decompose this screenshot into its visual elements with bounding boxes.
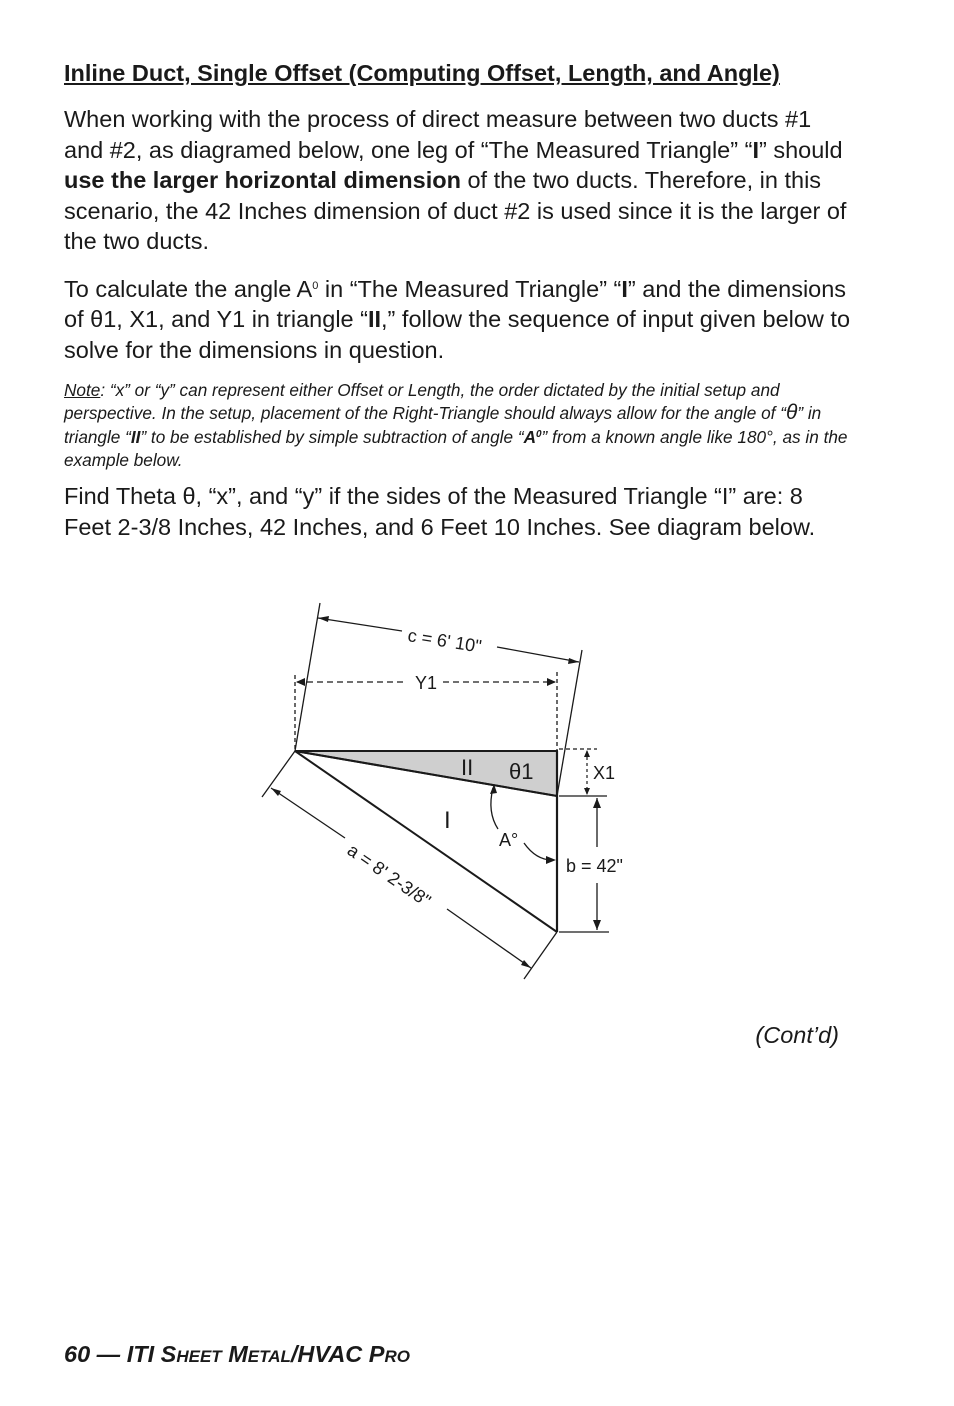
note-label: Note [64, 380, 101, 400]
x1-arrow-bottom [584, 788, 590, 795]
a-dimension-line-left [271, 788, 345, 838]
footer-mid: /HVAC P [290, 1341, 385, 1367]
intro-text-2: ” should [758, 136, 843, 163]
x1-dimension-label: X1 [593, 763, 616, 783]
b-dimension-label: b = 42" [566, 856, 623, 876]
footer-smallcaps-1: HEET [176, 1347, 222, 1366]
triangle-ii-label: II [461, 755, 474, 780]
footer-smallcaps-3: RO [384, 1347, 410, 1366]
note-superscript: 0 [535, 429, 542, 440]
section-heading: Inline Duct, Single Offset (Computing Offset, Length, and Angle) [64, 60, 780, 86]
a-arrow-left [271, 788, 281, 796]
angle-pointer-right-arrow [546, 856, 556, 864]
angle-superscript: 0 [312, 279, 319, 292]
c-dimension-label: c = 6' 10" [406, 625, 483, 657]
y1-dimension-label: Y1 [415, 673, 438, 693]
x1-arrow-top [584, 750, 590, 757]
a-dimension-label: a = 8' 2-3/8" [343, 839, 435, 911]
angle-text-3: ” and the dimensions of θ1, X1, and Y1 in triangle “ [64, 275, 847, 332]
note-text-2: ” in triangle “ [64, 402, 822, 447]
angle-bold-triangle-2: II [367, 306, 382, 332]
footer-smallcaps-2: ETAL [247, 1347, 291, 1366]
c-extension-left [295, 603, 320, 751]
footer-prefix: 60 — ITI S [64, 1341, 177, 1367]
a-extension-left [262, 751, 295, 797]
c-arrow-left [318, 616, 329, 622]
y1-arrow-right [547, 678, 556, 686]
intro-text-1: When working with the process of direct measure between two ducts #1 and #2, as diagramed below, one leg of “The Measured Triangle” “ [64, 106, 812, 163]
theta-label: θ1 [509, 759, 534, 784]
angle-text-1: To calculate the angle A [64, 275, 313, 302]
c-extension-right [557, 650, 582, 796]
note-theta: θ [785, 400, 798, 424]
note-text-3: ” to be established by simple subtraction of angle “ [140, 427, 524, 447]
angle-a-label: A° [499, 830, 519, 850]
a-extension-right [524, 932, 557, 979]
c-arrow-right [568, 658, 579, 664]
angle-bold-triangle-1: I [621, 275, 628, 302]
intro-text-3: of the two ducts. Therefore, in this scenario, the 42 Inches dimension of duct #2 is used since it is the larger of the two ducts. [64, 167, 847, 254]
problem-paragraph: Find Theta θ, “x”, and “y” if the sides of the Measured Triangle “I” are: 8 Feet 2-3/8 Inches, 42 Inches, and 6 Feet 10 Inches. See diagram below. [64, 483, 816, 540]
intro-bold-phrase: use the larger horizontal dimension [64, 167, 461, 193]
c-dimension-line-left [318, 618, 402, 631]
triangle-i-label: I [444, 807, 451, 834]
a-arrow-right [521, 960, 531, 968]
note-bold-triangle: II [130, 427, 141, 447]
b-arrow-bottom [593, 920, 601, 930]
note-text-1: : “x” or “y” can represent either Offset or Length, the order dictated by the initial setup and perspective. In the setup, placement of the Right-Triangle should always allow for the angle of “ [64, 380, 786, 423]
note-text-4: ” from a known angle like 180°, as in the example below. [64, 427, 848, 470]
page-footer [64, 1341, 410, 1368]
footer-m: M [221, 1341, 248, 1367]
angle-text-4: ,” follow the sequence of input given below to solve for the dimensions in question. [64, 306, 851, 363]
intro-bold-triangle: I [752, 136, 759, 163]
b-arrow-top [593, 798, 601, 808]
angle-pointer-up [491, 788, 498, 829]
y1-arrow-left [296, 678, 305, 686]
note-bold-angle: A [523, 427, 536, 447]
continued-label: (Cont’d) [755, 1022, 839, 1048]
angle-text-2: in “The Measured Triangle” “ [318, 275, 622, 302]
a-dimension-line-right [447, 909, 531, 968]
c-dimension-line-right [497, 647, 579, 662]
